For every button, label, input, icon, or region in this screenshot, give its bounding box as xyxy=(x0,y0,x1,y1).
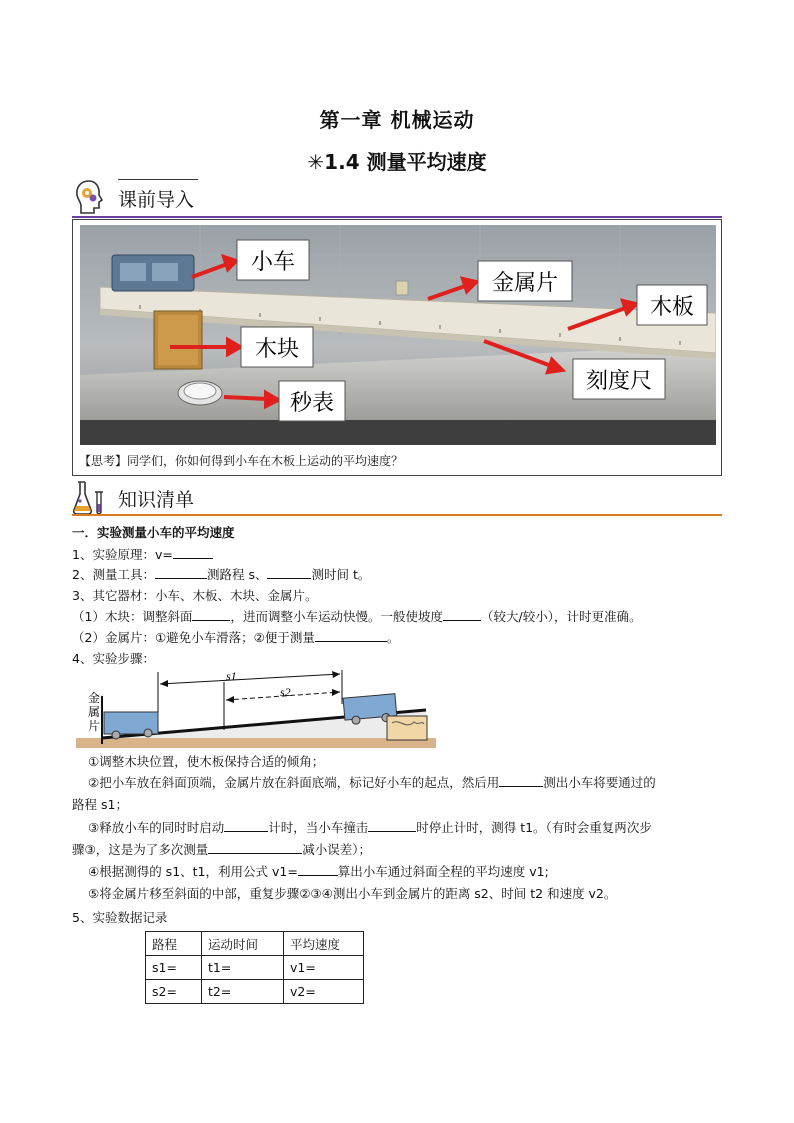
text: 2、测量工具： xyxy=(72,567,155,582)
text: 计时，当小车撞击 xyxy=(268,820,369,835)
step-4 xyxy=(88,862,549,882)
text: 减小误差）； xyxy=(302,842,371,857)
label-watch: 秒表 xyxy=(289,390,335,415)
label-car: 小车 xyxy=(250,249,296,274)
think-tag: 【思考】 xyxy=(79,454,128,468)
line-block xyxy=(72,607,641,627)
text: 测路程 s、 xyxy=(206,567,268,582)
table-header: 运动时间 xyxy=(202,932,284,956)
label-metal: 金属片 xyxy=(491,270,559,295)
intro-photo-box xyxy=(72,219,722,476)
text: 时停止计时，测得 t1。（有时会重复两次步 xyxy=(416,820,652,835)
text: （1）木块：调整斜面 xyxy=(72,609,193,624)
blank xyxy=(267,565,311,579)
text: （2）金属片：①避免小车滑落；②便于测量 xyxy=(72,630,315,645)
diagram-s1: s1 xyxy=(226,669,237,683)
step-1: ①调整木块位置，使木板保持合适的倾角； xyxy=(88,754,325,769)
record-table xyxy=(145,931,364,1004)
text: ④根据测得的 s1、t1，利用公式 v1= xyxy=(88,864,298,879)
diagram-metal-label: 金属片 xyxy=(88,691,101,733)
section-title: ✳1.4 测量平均速度 xyxy=(307,150,487,174)
line-equipment: 3、其它器材：小车、木板、木块、金属片。 xyxy=(72,588,318,603)
line-steps-title: 4、实验步骤： xyxy=(72,651,155,666)
blank xyxy=(192,607,230,621)
step-2 xyxy=(88,773,656,793)
text: 骤③，这是为了多次测量 xyxy=(72,842,209,857)
label-block: 木块 xyxy=(254,336,300,361)
table-header: 平均速度 xyxy=(284,932,364,956)
blank xyxy=(173,545,213,559)
line-principle xyxy=(72,545,213,565)
blank xyxy=(155,565,207,579)
text: ③释放小车的同时时启动 xyxy=(88,820,225,835)
table-row xyxy=(146,980,364,1004)
step-2-cont: 路程 s1； xyxy=(72,797,128,812)
diagram-s2: s2 xyxy=(280,685,291,699)
chapter-title: 第一章 机械运动 xyxy=(319,108,475,132)
line-tools xyxy=(72,565,370,585)
intro-rule xyxy=(72,216,722,218)
blank xyxy=(315,628,387,642)
think-text: 同学们，你如何得到小车在木板上运动的平均速度？ xyxy=(127,454,404,468)
text: 测出小车将要通过的 xyxy=(543,775,656,790)
text: 算出小车通过斜面全程的平均速度 v1; xyxy=(337,864,549,879)
label-ruler: 刻度尺 xyxy=(585,368,653,393)
table-cell: v2= xyxy=(284,980,364,1004)
blank xyxy=(499,773,543,787)
record-title: 5、实验数据记录 xyxy=(72,910,168,925)
label-board: 木板 xyxy=(649,294,695,319)
intro-heading: 课前导入 xyxy=(118,189,195,211)
text: （较大/较小），计时更准确。 xyxy=(480,609,642,624)
blank xyxy=(298,862,338,876)
text: 测时间 t。 xyxy=(311,567,371,582)
head-gears-icon xyxy=(72,178,106,216)
incline-diagram xyxy=(74,668,438,750)
step-3-cont xyxy=(72,840,371,860)
knowledge-section-header xyxy=(72,478,722,518)
blank xyxy=(443,607,481,621)
knowledge-rule xyxy=(72,514,722,516)
text: 。 xyxy=(386,630,400,645)
knowledge-heading: 知识清单 xyxy=(118,489,195,511)
text: ，进而调整小车运动快慢。一般使坡度 xyxy=(230,609,443,624)
blank xyxy=(224,818,268,832)
table-header-row xyxy=(146,932,364,956)
table-header: 路程 xyxy=(146,932,202,956)
table-cell: s1= xyxy=(146,956,202,980)
line-metal xyxy=(72,628,399,648)
flask-icon xyxy=(72,478,106,516)
think-question xyxy=(79,452,403,469)
text: ②把小车放在斜面顶端，金属片放在斜面底端，标记好小车的起点，然后用 xyxy=(88,775,500,790)
blank xyxy=(208,840,302,854)
table-cell: s2= xyxy=(146,980,202,1004)
text: 1、实验原理：v= xyxy=(72,547,173,562)
table-cell: t2= xyxy=(202,980,284,1004)
step-5: ⑤将金属片移至斜面的中部，重复步骤②③④测出小车到金属片的距离 s2、时间 t2 和速度 v2。 xyxy=(88,886,617,901)
intro-section-header xyxy=(72,178,722,218)
sub-heading: 一．实验测量小车的平均速度 xyxy=(72,525,235,540)
blank xyxy=(368,818,416,832)
experiment-photo xyxy=(80,225,716,445)
table-cell: v1= xyxy=(284,956,364,980)
step-3 xyxy=(88,818,652,838)
table-row xyxy=(146,956,364,980)
table-cell: t1= xyxy=(202,956,284,980)
